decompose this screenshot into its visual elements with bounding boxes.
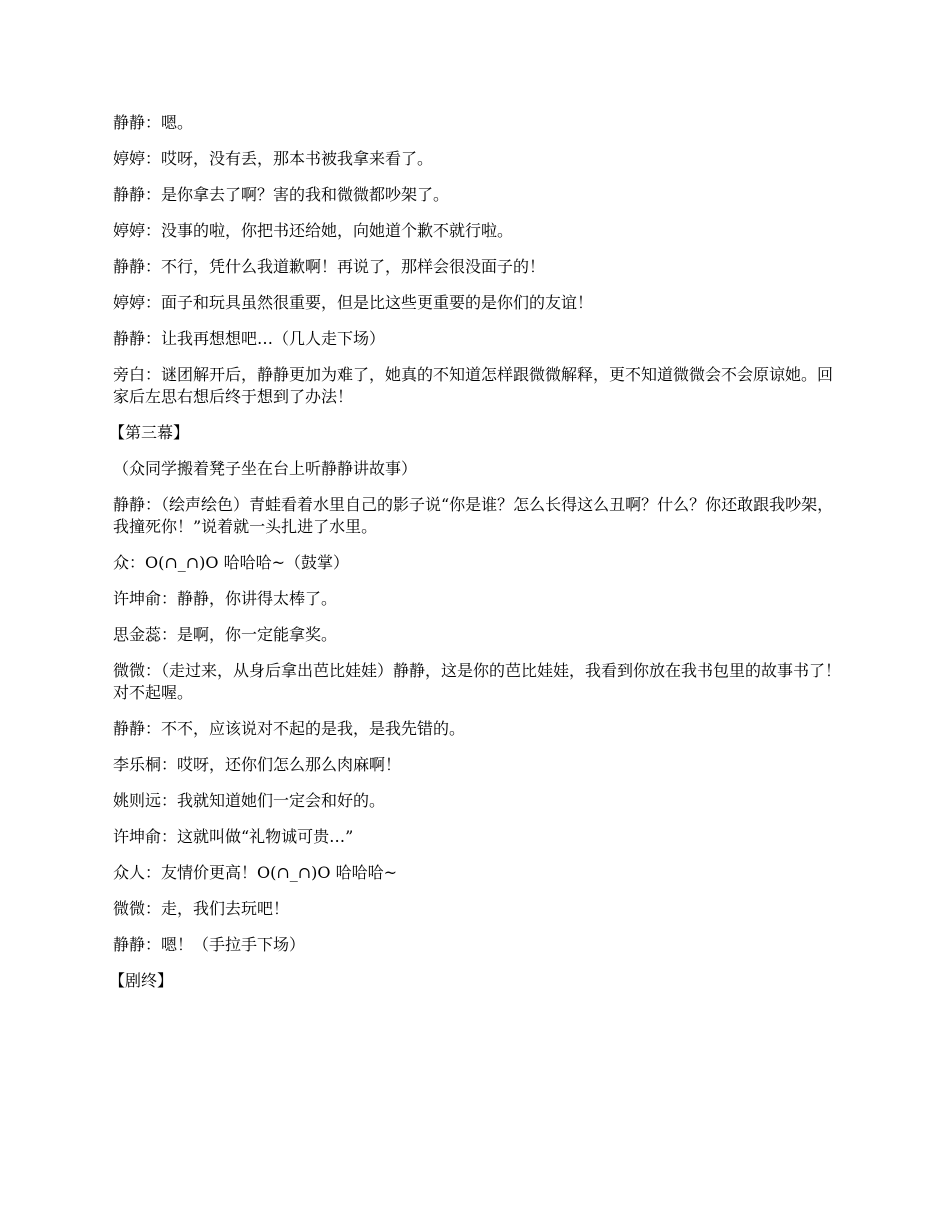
- dialogue-line: 婷婷：哎呀，没有丢，那本书被我拿来看了。: [113, 149, 434, 168]
- dialogue-line: 静静：嗯！（手拉手下场）: [113, 935, 306, 954]
- dialogue-line: 静静：嗯。: [113, 113, 194, 132]
- dialogue-line: 许坤俞：静静，你讲得太棒了。: [113, 589, 338, 608]
- dialogue-line: 静静：让我再想想吧…（几人走下场）: [113, 329, 386, 348]
- dialogue-line: 静静：是你拿去了啊？害的我和微微都吵架了。: [113, 185, 450, 204]
- dialogue-line: 微微：（走过来，从身后拿出芭比娃娃）静静，这是你的芭比娃娃，我看到你放在我书包里的故事书了！对不起喔。: [113, 661, 842, 702]
- dialogue-line: 许坤俞：这就叫做“礼物诚可贵…”: [113, 827, 354, 846]
- dialogue-line: 众人：友情价更高！O(∩_∩)O 哈哈哈~: [113, 863, 398, 882]
- dialogue-line: 微微：走，我们去玩吧！: [113, 899, 290, 918]
- dialogue-line: 婷婷：面子和玩具虽然很重要，但是比这些更重要的是你们的友谊！: [113, 293, 594, 312]
- dialogue-line: 众：O(∩_∩)O 哈哈哈~（鼓掌）: [113, 553, 350, 572]
- dialogue-line: 姚则远：我就知道她们一定会和好的。: [113, 791, 386, 810]
- act-heading: 【第三幕】: [109, 423, 190, 442]
- stage-direction: （众同学搬着凳子坐在台上听静静讲故事）: [113, 459, 418, 478]
- dialogue-line: 静静：不行，凭什么我道歉啊！再说了，那样会很没面子的！: [113, 257, 546, 276]
- dialogue-line: 静静：（绘声绘色）青蛙看着水里自己的影子说“你是谁？怎么长得这么丑啊？什么？你还敢跟我吵架，我撞死你！”说着就一头扎进了水里。: [113, 495, 834, 536]
- document-page: [109, 112, 842, 1006]
- narration-line: 旁白：谜团解开后，静静更加为难了，她真的不知道怎样跟微微解释，更不知道微微会不会原谅她。回家后左思右想后终于想到了办法！: [113, 365, 834, 406]
- dialogue-line: 静静：不不，应该说对不起的是我，是我先错的。: [113, 719, 466, 738]
- dialogue-line: 婷婷：没事的啦，你把书还给她，向她道个歉不就行啦。: [113, 221, 514, 240]
- end-heading: 【剧终】: [109, 971, 174, 990]
- dialogue-line: 思金蕊：是啊，你一定能拿奖。: [113, 625, 338, 644]
- dialogue-line: 李乐桐：哎呀，还你们怎么那么肉麻啊！: [113, 755, 402, 774]
